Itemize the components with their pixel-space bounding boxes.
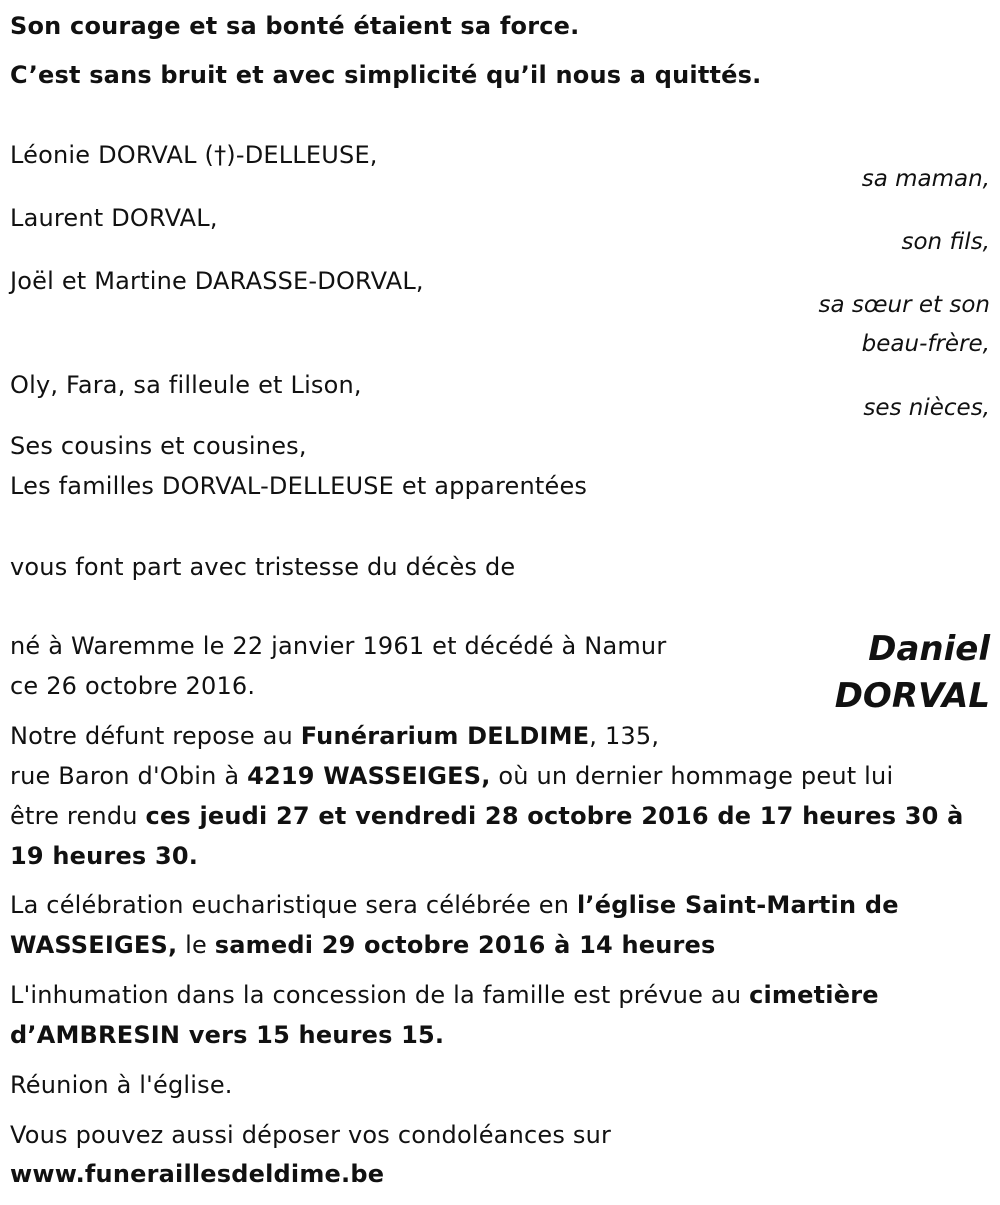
intro-line-2: C’est sans bruit et avec simplicité qu’il nous a quittés. xyxy=(10,61,762,89)
family-relation-sister-2: beau-frère, xyxy=(861,331,990,357)
celebration-date: samedi 29 octobre 2016 à 14 heures xyxy=(214,931,716,959)
family-relation-sister-1: sa sœur et son xyxy=(818,292,990,318)
family-name-mother: Léonie DORVAL (†)-DELLEUSE, xyxy=(10,141,378,169)
burial-place-1: cimetière xyxy=(749,981,879,1009)
family-name-son: Laurent DORVAL, xyxy=(10,204,218,232)
celebration-line-2 xyxy=(10,930,716,960)
celebration-text-2: le xyxy=(177,931,215,959)
celebration-text-1: La célébration eucharistique sera célébrée en xyxy=(10,891,577,919)
deceased-last-name: DORVAL xyxy=(834,676,990,716)
repose-text-5: être rendu xyxy=(10,802,146,830)
others-line-1: Ses cousins et cousines, xyxy=(10,432,307,460)
family-relation-mother: sa maman, xyxy=(861,166,990,192)
burial-line-2: d’AMBRESIN vers 15 heures 15. xyxy=(10,1021,445,1049)
repose-text-4: où un dernier hommage peut lui xyxy=(490,762,894,790)
deceased-first-name: Daniel xyxy=(868,629,990,669)
burial-text-1: L'inhumation dans la concession de la famille est prévue au xyxy=(10,981,750,1009)
celebration-line-1 xyxy=(10,890,899,920)
family-name-nieces: Oly, Fara, sa filleule et Lison, xyxy=(10,371,362,399)
condolences-link[interactable]: www.funeraillesdeldime.be xyxy=(10,1160,385,1188)
family-relation-son: son fils, xyxy=(901,229,990,255)
funerarium-name: Funérarium DELDIME xyxy=(300,722,590,750)
intro-line-1: Son courage et sa bonté étaient sa force. xyxy=(10,12,580,40)
church-name: l’église Saint-Martin de xyxy=(576,891,899,919)
repose-town: 4219 WASSEIGES, xyxy=(247,762,491,790)
repose-line-1 xyxy=(10,721,659,751)
repose-dates: ces jeudi 27 et vendredi 28 octobre 2016 de 17 heures 30 à xyxy=(145,802,964,830)
repose-line-3 xyxy=(10,801,963,831)
birth-line-2: ce 26 octobre 2016. xyxy=(10,672,256,700)
birth-line-1: né à Waremme le 22 janvier 1961 et décédé à Namur xyxy=(10,632,667,660)
church-town: WASSEIGES, xyxy=(10,931,178,959)
others-line-2: Les familles DORVAL-DELLEUSE et apparentées xyxy=(10,472,588,500)
repose-text-2: , 135, xyxy=(589,722,660,750)
burial-line-1 xyxy=(10,980,879,1010)
repose-line-4: 19 heures 30. xyxy=(10,842,199,870)
repose-line-2 xyxy=(10,761,893,791)
repose-text-1: Notre défunt repose au xyxy=(10,722,301,750)
reunion-text: Réunion à l'église. xyxy=(10,1071,233,1099)
condolences-text: Vous pouvez aussi déposer vos condoléances sur xyxy=(10,1121,612,1149)
family-relation-nieces: ses nièces, xyxy=(863,395,990,421)
repose-text-3: rue Baron d'Obin à xyxy=(10,762,248,790)
announce-text: vous font part avec tristesse du décès de xyxy=(10,553,516,581)
family-name-sister: Joël et Martine DARASSE-DORVAL, xyxy=(10,267,424,295)
